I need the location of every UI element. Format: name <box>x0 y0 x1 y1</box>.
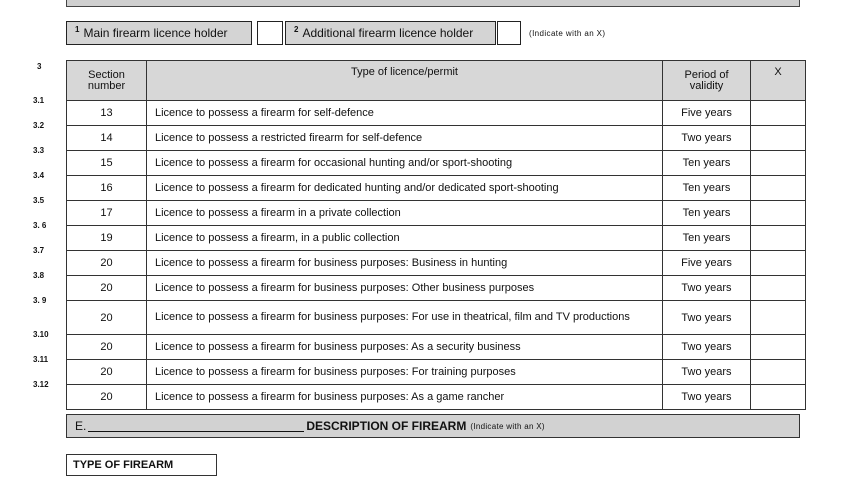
cell-x-checkbox[interactable] <box>751 385 806 410</box>
table-row <box>67 276 806 301</box>
table-row <box>67 226 806 251</box>
row-number: 3.8 <box>33 271 45 280</box>
cell-period: Two years <box>663 385 751 410</box>
cell-x-checkbox[interactable] <box>751 101 806 126</box>
cell-period: Ten years <box>663 176 751 201</box>
table-row <box>67 151 806 176</box>
description-indicate: (Indicate with an X) <box>470 421 545 431</box>
header-type: Type of licence/permit <box>147 61 663 101</box>
cell-x-checkbox[interactable] <box>751 151 806 176</box>
row-number: 3.7 <box>33 246 45 255</box>
cell-period: Two years <box>663 335 751 360</box>
row-number: 3.12 <box>33 380 49 389</box>
cell-period: Two years <box>663 126 751 151</box>
cell-period: Ten years <box>663 151 751 176</box>
table-row <box>67 335 806 360</box>
cell-type: Licence to possess a firearm for business purposes: Business in hunting <box>147 251 663 276</box>
cell-type: Licence to possess a firearm for business purposes: For training purposes <box>147 360 663 385</box>
header-x: X <box>751 61 806 101</box>
cell-x-checkbox[interactable] <box>751 335 806 360</box>
cell-section: 20 <box>67 251 147 276</box>
cell-section: 20 <box>67 385 147 410</box>
type-of-firearm-label: TYPE OF FIREARM <box>66 454 217 476</box>
cell-section: 20 <box>67 360 147 385</box>
header-period: Period of validity <box>663 61 751 101</box>
cell-type: Licence to possess a firearm for self-defence <box>147 101 663 126</box>
cell-period: Two years <box>663 276 751 301</box>
cell-type: Licence to possess a firearm in a private collection <box>147 201 663 226</box>
cell-section: 16 <box>67 176 147 201</box>
cell-period: Two years <box>663 360 751 385</box>
row-number: 3.5 <box>33 196 45 205</box>
row-number: 3.11 <box>33 355 49 364</box>
row-number: 3.3 <box>33 146 45 155</box>
main-holder-label: $^1$ Main firearm licence holder <box>66 21 252 45</box>
row-number: 3.1 <box>33 96 45 105</box>
licence-table <box>66 60 806 410</box>
table-row <box>67 101 806 126</box>
cell-section: 20 <box>67 335 147 360</box>
table-header <box>67 61 806 101</box>
cell-x-checkbox[interactable] <box>751 251 806 276</box>
cell-type: Licence to possess a firearm for dedicated hunting and/or dedicated sport-shooting <box>147 176 663 201</box>
additional-holder-label: $^2$ Additional firearm licence holder <box>285 21 496 45</box>
cell-x-checkbox[interactable] <box>751 201 806 226</box>
cell-period: Five years <box>663 101 751 126</box>
cell-type: Licence to possess a restricted firearm for self-defence <box>147 126 663 151</box>
row-number: 3. 9 <box>33 296 47 305</box>
table-row <box>67 126 806 151</box>
row-number: 3.10 <box>33 330 49 339</box>
cell-period: Ten years <box>663 226 751 251</box>
cell-type: Licence to possess a firearm for business purposes: For use in theatrical, film and TV productions <box>147 301 663 335</box>
cell-section: 20 <box>67 276 147 301</box>
cell-x-checkbox[interactable] <box>751 276 806 301</box>
header-section: Section number <box>67 61 147 101</box>
description-blank-line <box>88 421 304 432</box>
cell-type: Licence to possess a firearm for occasional hunting and/or sport-shooting <box>147 151 663 176</box>
cell-period: Five years <box>663 251 751 276</box>
cell-x-checkbox[interactable] <box>751 360 806 385</box>
section-number: 3 <box>37 62 42 71</box>
cell-section: 20 <box>67 301 147 335</box>
table-row <box>67 360 806 385</box>
row-number: 3. 6 <box>33 221 47 230</box>
table-row <box>67 385 806 410</box>
cell-period: Two years <box>663 301 751 335</box>
cell-period: Ten years <box>663 201 751 226</box>
cell-section: 19 <box>67 226 147 251</box>
additional-holder-checkbox[interactable] <box>497 21 521 45</box>
cell-x-checkbox[interactable] <box>751 176 806 201</box>
table-row <box>67 176 806 201</box>
description-title: DESCRIPTION OF FIREARM <box>306 419 467 433</box>
cell-x-checkbox[interactable] <box>751 226 806 251</box>
table-row <box>67 301 806 335</box>
cell-type: Licence to possess a firearm, in a public collection <box>147 226 663 251</box>
cell-section: 15 <box>67 151 147 176</box>
cell-type: Licence to possess a firearm for business purposes: Other business purposes <box>147 276 663 301</box>
main-holder-checkbox[interactable] <box>257 21 283 45</box>
section-header-bar <box>66 0 800 7</box>
row-number: 3.2 <box>33 121 45 130</box>
cell-type: Licence to possess a firearm for business purposes: As a security business <box>147 335 663 360</box>
row-number: 3.4 <box>33 171 45 180</box>
cell-x-checkbox[interactable] <box>751 126 806 151</box>
cell-section: 14 <box>67 126 147 151</box>
description-prefix: E. <box>75 419 87 433</box>
indicate-note: (Indicate with an X) <box>529 29 606 38</box>
cell-section: 13 <box>67 101 147 126</box>
cell-section: 17 <box>67 201 147 226</box>
description-header <box>66 414 800 438</box>
cell-x-checkbox[interactable] <box>751 301 806 335</box>
table-row <box>67 251 806 276</box>
cell-type: Licence to possess a firearm for business purposes: As a game rancher <box>147 385 663 410</box>
table-row <box>67 201 806 226</box>
